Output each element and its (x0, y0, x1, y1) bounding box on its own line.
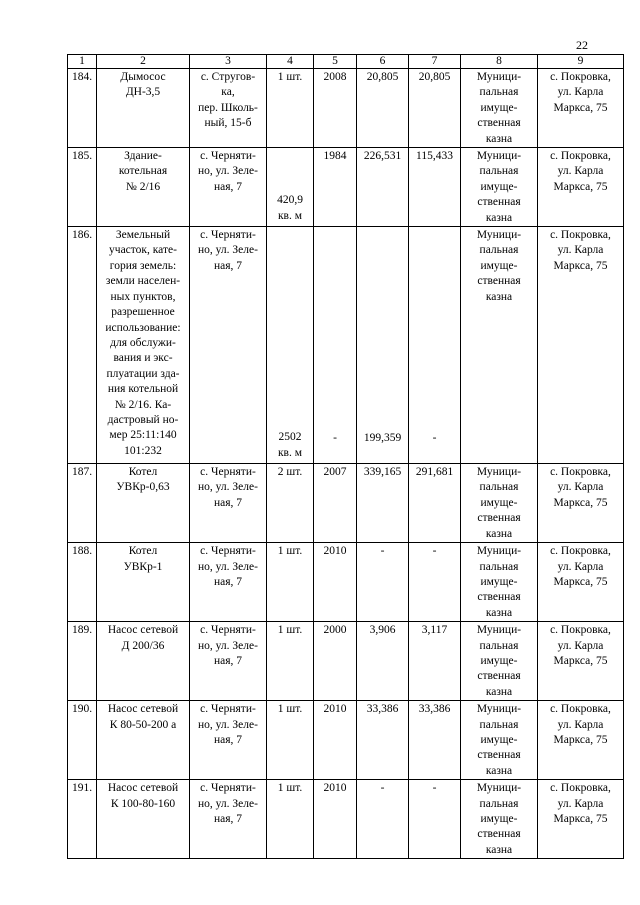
item-location: с. Покровка, ул. Карла Маркса, 75 (538, 69, 624, 148)
item-name: Насос сетевой Д 200/36 (97, 622, 190, 701)
item-name: Земельный участок, кате- гория земель: земли населен- ных пунктов, разрешенное использование: для обслужи- вания и экс- плуатации зда- ния котельной № 2/16. Ка- дастровый но- мер 25:11:140 101:232 (97, 227, 190, 464)
item-address: с. Черняти- но, ул. Зеле- ная, 7 (190, 622, 267, 701)
item-year: - (333, 431, 337, 444)
row-number: 188. (68, 543, 97, 622)
item-owner: Муници- пальная имуще- ственная казна (461, 780, 538, 859)
item-value-2: - (409, 543, 461, 622)
item-address: с. Черняти- но, ул. Зеле- ная, 7 (190, 543, 267, 622)
item-location: с. Покровка, ул. Карла Маркса, 75 (538, 780, 624, 859)
column-header: 5 (314, 55, 357, 69)
column-header: 8 (461, 55, 538, 69)
item-quantity-cell (267, 148, 314, 227)
item-value-1: 3,906 (357, 622, 409, 701)
item-year-cell (314, 227, 357, 464)
item-year: 2000 (314, 622, 357, 701)
item-quantity: 1 шт. (267, 69, 314, 148)
header-row (68, 55, 624, 69)
item-name: Дымосос ДН-3,5 (97, 69, 190, 148)
page-number: 22 (576, 38, 588, 52)
item-year: 2010 (314, 701, 357, 780)
item-value-1: 339,165 (357, 464, 409, 543)
item-owner: Муници- пальная имуще- ственная казна (461, 69, 538, 148)
item-name: Насос сетевой К 80-50-200 а (97, 701, 190, 780)
row-number: 191. (68, 780, 97, 859)
row-number: 184. (68, 69, 97, 148)
item-location: с. Покровка, ул. Карла Маркса, 75 (538, 464, 624, 543)
table-row (68, 543, 624, 622)
item-quantity-cell (267, 227, 314, 464)
item-location: с. Покровка, ул. Карла Маркса, 75 (538, 227, 624, 464)
item-address: с. Черняти- но, ул. Зеле- ная, 7 (190, 227, 267, 464)
item-year: 2007 (314, 464, 357, 543)
item-value-2-cell (409, 227, 461, 464)
item-location: с. Покровка, ул. Карла Маркса, 75 (538, 148, 624, 227)
column-header: 6 (357, 55, 409, 69)
row-number: 187. (68, 464, 97, 543)
item-address: с. Стругов- ка, пер. Школь- ный, 15-б (190, 69, 267, 148)
item-value-2: - (432, 431, 437, 444)
column-header: 1 (68, 55, 97, 69)
item-value-2: 115,433 (409, 148, 461, 227)
item-owner: Муници- пальная имуще- ственная казна (461, 622, 538, 701)
row-number: 189. (68, 622, 97, 701)
item-value-1: 20,805 (357, 69, 409, 148)
item-value-1: 33,386 (357, 701, 409, 780)
item-name: Котел УВКр-1 (97, 543, 190, 622)
item-quantity: 1 шт. (267, 780, 314, 859)
table-row (68, 701, 624, 780)
table-row (68, 464, 624, 543)
item-owner: Муници- пальная имуще- ственная казна (461, 148, 538, 227)
item-owner: Муници- пальная имуще- ственная казна (461, 543, 538, 622)
item-location: с. Покровка, ул. Карла Маркса, 75 (538, 701, 624, 780)
item-value-1: - (357, 543, 409, 622)
item-value-2: 3,117 (409, 622, 461, 701)
row-number: 186. (68, 227, 97, 464)
item-value-1: 226,531 (357, 148, 409, 227)
column-header: 3 (190, 55, 267, 69)
item-location: с. Покровка, ул. Карла Маркса, 75 (538, 622, 624, 701)
item-address: с. Черняти- но, ул. Зеле- ная, 7 (190, 148, 267, 227)
item-owner: Муници- пальная имуще- ственная казна (461, 701, 538, 780)
item-value-1: - (357, 780, 409, 859)
item-quantity: 420,9 кв. м (277, 194, 303, 222)
item-year: 2008 (314, 69, 357, 148)
item-year: 2010 (314, 780, 357, 859)
table-row (68, 780, 624, 859)
item-quantity: 2502 кв. м (277, 431, 303, 459)
item-owner: Муници- пальная имуще- ственная казна (461, 464, 538, 543)
item-value-2: 33,386 (409, 701, 461, 780)
table-row (68, 148, 624, 227)
column-header: 2 (97, 55, 190, 69)
item-name: Насос сетевой К 100-80-160 (97, 780, 190, 859)
item-quantity: 1 шт. (267, 701, 314, 780)
table-row (68, 227, 624, 464)
item-value-2: - (409, 780, 461, 859)
item-quantity: 2 шт. (267, 464, 314, 543)
item-owner: Муници- пальная имуще- ственная казна (461, 227, 538, 464)
table-row (68, 69, 624, 148)
property-registry-table (67, 54, 624, 859)
item-year: 2010 (314, 543, 357, 622)
column-header: 4 (267, 55, 314, 69)
item-value-2: 291,681 (409, 464, 461, 543)
item-name: Котел УВКр-0,63 (97, 464, 190, 543)
row-number: 185. (68, 148, 97, 227)
item-value-2: 20,805 (409, 69, 461, 148)
row-number: 190. (68, 701, 97, 780)
item-value-1: 199,359 (363, 431, 402, 444)
item-address: с. Черняти- но, ул. Зеле- ная, 7 (190, 701, 267, 780)
column-header: 9 (538, 55, 624, 69)
column-header: 7 (409, 55, 461, 69)
item-value-1-cell (357, 227, 409, 464)
item-name: Здание- котельная № 2/16 (97, 148, 190, 227)
item-year: 1984 (314, 148, 357, 227)
item-quantity: 1 шт. (267, 543, 314, 622)
item-quantity: 1 шт. (267, 622, 314, 701)
item-location: с. Покровка, ул. Карла Маркса, 75 (538, 543, 624, 622)
item-address: с. Черняти- но, ул. Зеле- ная, 7 (190, 464, 267, 543)
item-address: с. Черняти- но, ул. Зеле- ная, 7 (190, 780, 267, 859)
table-row (68, 622, 624, 701)
